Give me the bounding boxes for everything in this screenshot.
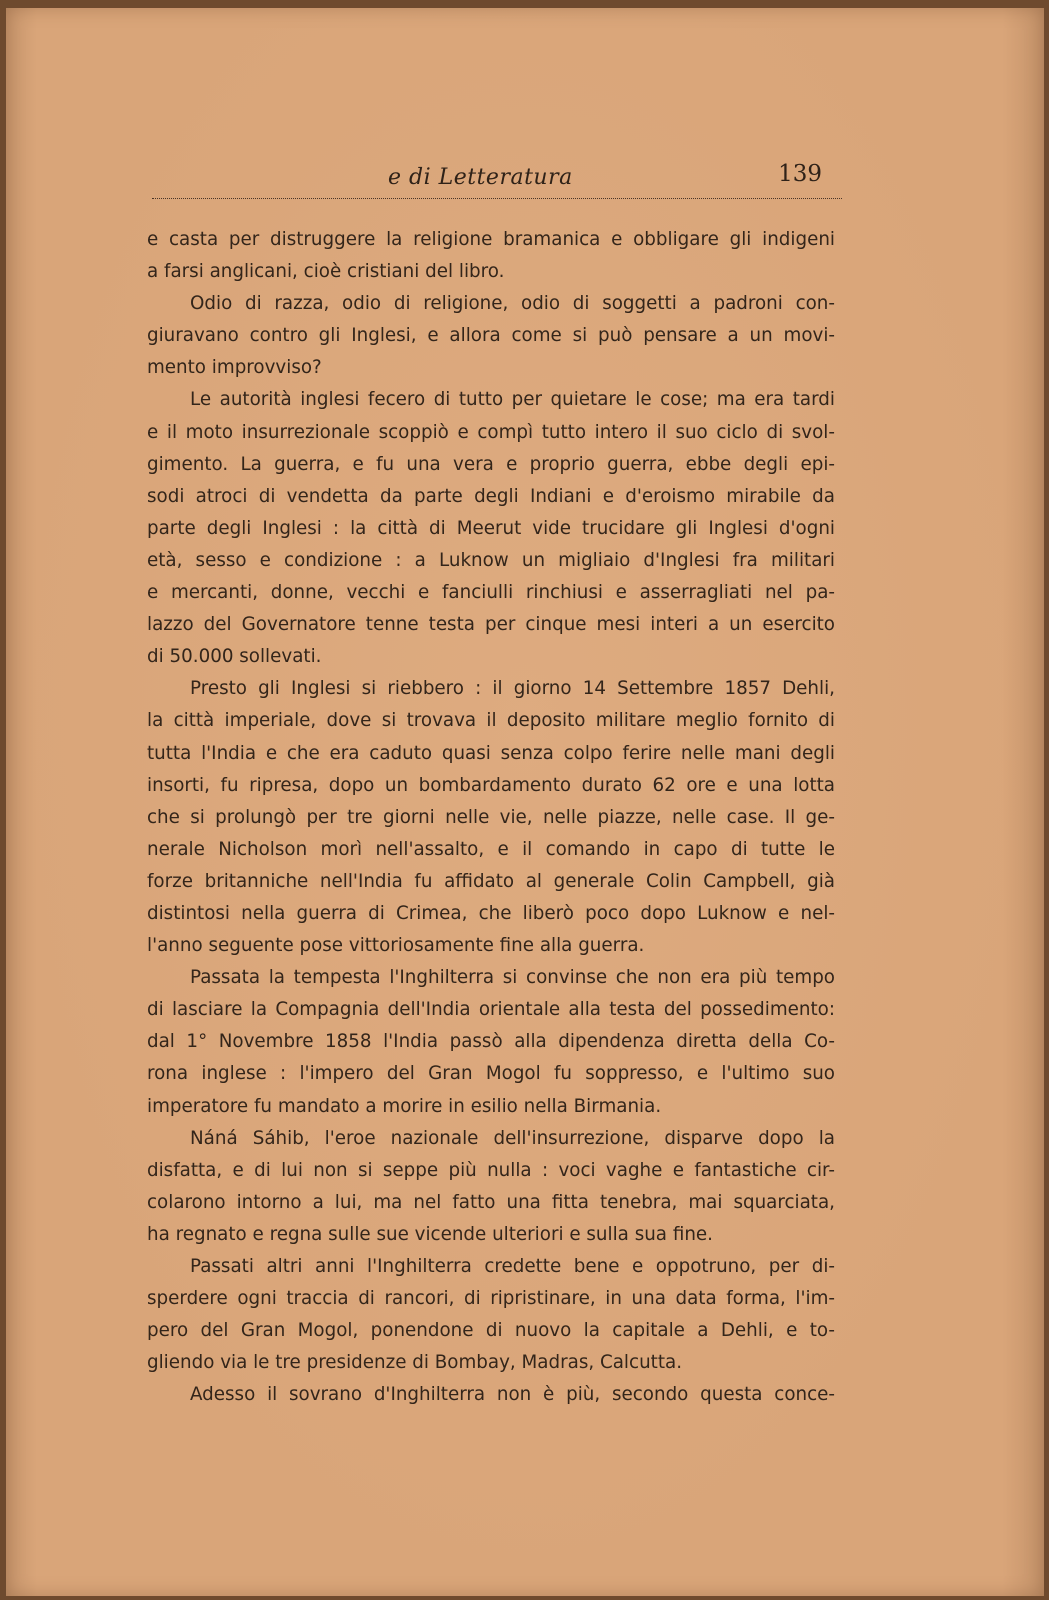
page-header bbox=[152, 161, 842, 201]
text-line: pero del Gran Mogol, ponendone di nuovo la capitale a Dehli, e to- bbox=[147, 1320, 835, 1342]
text-line: sodi atroci di vendetta da parte degli Indiani e d'eroismo mirabile da bbox=[147, 485, 835, 507]
text-line: di lasciare la Compagnia dell'India orientale alla testa del possedimento: bbox=[147, 999, 835, 1021]
text-line: disfatta, e di lui non si seppe più nulla : voci vaghe e fantastiche cir- bbox=[147, 1159, 835, 1181]
text-line: Adesso il sovrano d'Inghilterra non è più, secondo questa conce- bbox=[190, 1384, 835, 1406]
text-line: tutta l'India e che era caduto quasi senza colpo ferire nelle mani degli bbox=[147, 742, 835, 764]
text-line: Le autorità inglesi fecero di tutto per quietare le cose; ma era tardi bbox=[190, 389, 835, 411]
body-text bbox=[147, 224, 835, 1411]
text-line: gimento. La guerra, e fu una vera e proprio guerra, ebbe degli epi- bbox=[147, 453, 835, 475]
text-line: forze britanniche nell'India fu affidato al generale Colin Campbell, già bbox=[147, 870, 835, 892]
header-rule bbox=[152, 198, 842, 199]
text-line: che si prolungò per tre giorni nelle vie, nelle piazze, nelle case. Il ge- bbox=[147, 806, 835, 828]
text-line: Náná Sáhib, l'eroe nazionale dell'insurrezione, disparve dopo la bbox=[190, 1127, 835, 1149]
text-line: lazzo del Governatore tenne testa per cinque mesi interi a un esercito bbox=[147, 614, 835, 636]
text-line: imperatore fu mandato a morire in esilio nella Birmania. bbox=[147, 1095, 662, 1117]
text-line: rona inglese : l'impero del Gran Mogol fu soppresso, e l'ultimo suo bbox=[147, 1063, 835, 1085]
text-line: e mercanti, donne, vecchi e fanciulli rinchiusi e asserragliati nel pa- bbox=[147, 582, 835, 604]
text-line: età, sesso e condizione : a Luknow un migliaio d'Inglesi fra militari bbox=[147, 549, 835, 571]
text-line: giuravano contro gli Inglesi, e allora come si può pensare a un movi- bbox=[147, 325, 835, 347]
text-line: distintosi nella guerra di Crimea, che liberò poco dopo Luknow e nel- bbox=[147, 902, 835, 924]
text-line: mento improvviso? bbox=[147, 357, 322, 379]
text-line: l'anno seguente pose vittoriosamente fine alla guerra. bbox=[147, 935, 645, 957]
text-line: la città imperiale, dove si trovava il deposito militare meglio fornito di bbox=[147, 710, 835, 732]
text-line: insorti, fu ripresa, dopo un bombardamento durato 62 ore e una lotta bbox=[147, 774, 835, 796]
text-line: Presto gli Inglesi si riebbero : il giorno 14 Settembre 1857 Dehli, bbox=[190, 678, 835, 700]
text-line: gliendo via le tre presidenze di Bombay, Madras, Calcutta. bbox=[147, 1352, 683, 1374]
text-line: Odio di razza, odio di religione, odio di soggetti a padroni con- bbox=[190, 293, 835, 315]
text-line: di 50.000 sollevati. bbox=[147, 646, 322, 668]
text-line: e il moto insurrezionale scoppiò e compì tutto intero il suo ciclo di svol- bbox=[147, 421, 835, 443]
text-line: ha regnato e regna sulle sue vicende ulteriori e sulla sua fine. bbox=[147, 1223, 713, 1245]
text-line: parte degli Inglesi : la città di Meerut vide trucidare gli Inglesi d'ogni bbox=[147, 517, 835, 539]
page-number: 139 bbox=[778, 161, 822, 187]
text-line: a farsi anglicani, cioè cristiani del libro. bbox=[147, 261, 505, 283]
text-line: colarono intorno a lui, ma nel fatto una fitta tenebra, mai squarciata, bbox=[147, 1191, 835, 1213]
text-line: Passati altri anni l'Inghilterra credette bene e oppotruno, per di- bbox=[190, 1256, 835, 1277]
text-line: nerale Nicholson morì nell'assalto, e il comando in capo di tutte le bbox=[147, 838, 835, 860]
text-line: dal 1° Novembre 1858 l'India passò alla dipendenza diretta della Co- bbox=[147, 1031, 835, 1053]
text-line: Passata la tempesta l'Inghilterra si convinse che non era più tempo bbox=[190, 967, 835, 989]
text-line: sperdere ogni traccia di rancori, di ripristinare, in una data forma, l'im- bbox=[147, 1288, 835, 1310]
running-title: e di Letteratura bbox=[388, 165, 573, 190]
text-line: e casta per distruggere la religione bramanica e obbligare gli indigeni bbox=[147, 229, 835, 250]
